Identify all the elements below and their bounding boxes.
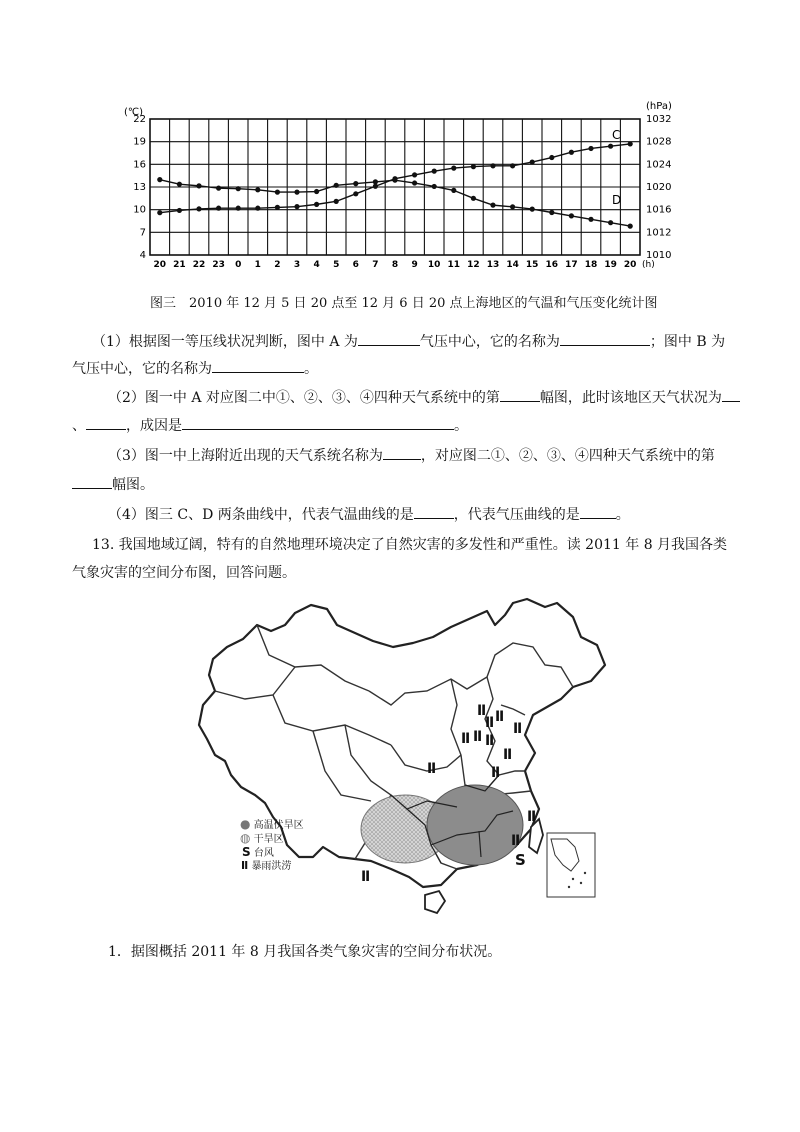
x-tick-label: 0 bbox=[235, 260, 242, 270]
series-d-point bbox=[196, 183, 201, 188]
series-d-point bbox=[530, 207, 535, 212]
x-tick-label: 4 bbox=[313, 260, 320, 270]
question-3-line-2 bbox=[72, 473, 154, 495]
x-axis-unit: (h) bbox=[642, 260, 655, 270]
left-tick-label: 19 bbox=[133, 136, 146, 148]
q2-text-a: （2）图一中 A 对应图二中①、②、③、④四种天气系统中的第 bbox=[108, 390, 500, 406]
left-tick-label: 7 bbox=[139, 227, 146, 239]
series-c-label: C bbox=[612, 128, 621, 142]
q1-blank-1[interactable] bbox=[358, 330, 420, 346]
x-tick-label: 22 bbox=[192, 260, 206, 270]
q4-blank-1[interactable] bbox=[414, 503, 454, 519]
legend-drought-symbol: ◍ bbox=[240, 831, 251, 845]
x-axis-ticks bbox=[154, 260, 655, 270]
heat-drought-area bbox=[427, 785, 523, 865]
series-c-point bbox=[294, 204, 299, 209]
series-c-point bbox=[432, 169, 437, 174]
right-tick-label: 1016 bbox=[646, 204, 672, 216]
x-tick-label: 23 bbox=[212, 260, 225, 270]
legend-typhoon-symbol: S bbox=[242, 845, 251, 859]
q2-blank-1[interactable] bbox=[500, 386, 540, 402]
flood-mark: Ⅱ bbox=[427, 761, 437, 777]
legend-flood-label: 暴雨洪涝 bbox=[251, 861, 292, 872]
q4-text-a: （4）图三 C、D 两条曲线中，代表气温曲线的是 bbox=[108, 507, 414, 523]
q2-text-d: ，成因是 bbox=[126, 418, 182, 434]
right-tick-label: 1012 bbox=[646, 227, 672, 239]
x-tick-label: 3 bbox=[293, 260, 301, 270]
x-tick-label: 6 bbox=[352, 260, 359, 270]
series-d-point bbox=[236, 186, 241, 191]
q1-blank-3[interactable] bbox=[212, 357, 304, 373]
q2-text-b: 幅图，此时该地区天气状况为 bbox=[539, 390, 722, 406]
right-tick-label: 1010 bbox=[646, 250, 672, 261]
series-c-point bbox=[236, 206, 241, 211]
x-tick-label: 12 bbox=[467, 260, 480, 270]
series-d-point bbox=[373, 179, 378, 184]
x-tick-label: 17 bbox=[565, 260, 578, 270]
q1-text-c: ；图中 B 为 bbox=[649, 334, 726, 350]
legend-drought-label: 干旱区 bbox=[253, 834, 284, 845]
q3-text-b: ，对应图二①、②、③、④四种天气系统中的第 bbox=[420, 448, 715, 464]
question-2-line-1 bbox=[108, 386, 740, 408]
flood-mark: Ⅱ bbox=[461, 731, 471, 747]
series-c-point bbox=[314, 202, 319, 207]
left-tick-label: 16 bbox=[133, 159, 146, 171]
legend-flood-symbol: Ⅱ bbox=[241, 859, 249, 872]
series-d-point bbox=[392, 178, 397, 183]
q1-text-e: 。 bbox=[304, 361, 318, 377]
series-d-point bbox=[255, 187, 260, 192]
x-tick-label: 18 bbox=[584, 260, 598, 270]
series-d-point bbox=[588, 217, 593, 222]
series-c-point bbox=[196, 206, 201, 211]
series-c-point bbox=[569, 150, 574, 155]
left-tick-label: 22 bbox=[133, 114, 146, 125]
x-tick-label: 14 bbox=[506, 260, 519, 270]
flood-mark: Ⅱ bbox=[495, 709, 505, 725]
q2-text-e: 。 bbox=[454, 418, 468, 434]
q2-text-c: 、 bbox=[72, 418, 86, 434]
x-tick-label: 8 bbox=[391, 260, 399, 270]
series-c-point bbox=[628, 141, 633, 146]
temperature-pressure-chart bbox=[118, 95, 688, 275]
chart-caption: 图三 2010 年 12 月 5 日 20 点至 12 月 6 日 20 点上海地区的气温和气压变化统计图 bbox=[150, 296, 658, 311]
flood-mark: Ⅱ bbox=[491, 765, 501, 781]
series-c-point bbox=[353, 191, 358, 196]
series-d-point bbox=[608, 220, 613, 225]
flood-mark: Ⅱ bbox=[513, 721, 523, 737]
flood-mark: Ⅱ bbox=[503, 747, 513, 763]
question-1-line-2 bbox=[72, 357, 318, 379]
series-d-point bbox=[510, 204, 515, 209]
flood-mark: Ⅱ bbox=[485, 733, 495, 749]
series-d-point bbox=[294, 190, 299, 195]
legend-heat-drought-label: 高温伏旱区 bbox=[253, 820, 304, 831]
series-d-point bbox=[353, 181, 358, 186]
right-tick-label: 1032 bbox=[646, 114, 672, 125]
sub-question-1: 1．据图概括 2011 年 8 月我国各类气象灾害的空间分布状况。 bbox=[108, 944, 502, 960]
question-13-line-1: 13. 我国地域辽阔，特有的自然地理环境决定了自然灾害的多发性和严重性。读 2011 年 8 月我国各类 bbox=[92, 537, 728, 553]
right-axis-unit: (hPa) bbox=[646, 101, 672, 112]
x-tick-label: 13 bbox=[486, 260, 500, 270]
q4-text-c: 。 bbox=[615, 507, 630, 523]
flood-mark: Ⅱ bbox=[361, 869, 371, 885]
series-c-point bbox=[471, 164, 476, 169]
series-d-point bbox=[275, 190, 280, 195]
right-tick-label: 1028 bbox=[646, 136, 672, 148]
series-c-point bbox=[177, 208, 182, 213]
x-tick-label: 2 bbox=[274, 260, 281, 270]
series-c-point bbox=[412, 172, 417, 177]
q2-blank-3[interactable] bbox=[86, 414, 126, 430]
q1-blank-2[interactable] bbox=[560, 330, 650, 346]
x-tick-label: 20 bbox=[153, 260, 167, 270]
x-tick-label: 19 bbox=[604, 260, 617, 270]
q3-text-c: 幅图。 bbox=[112, 477, 154, 493]
right-tick-label: 1020 bbox=[646, 182, 672, 193]
series-d-point bbox=[177, 182, 182, 187]
legend-drought bbox=[240, 832, 284, 846]
series-d-point bbox=[549, 210, 554, 215]
left-tick-label: 10 bbox=[133, 204, 146, 216]
series-d-point bbox=[569, 213, 574, 218]
question-1-line-1 bbox=[92, 330, 725, 352]
q4-text-b: ，代表气压曲线的是 bbox=[453, 507, 580, 523]
x-tick-label: 16 bbox=[545, 260, 559, 270]
x-tick-label: 1 bbox=[254, 260, 261, 270]
series-c-point bbox=[334, 199, 339, 204]
series-d-point bbox=[334, 183, 339, 188]
series-d-point bbox=[314, 189, 319, 194]
legend-heat-drought-symbol: ● bbox=[240, 817, 251, 831]
hainan-island bbox=[425, 891, 445, 913]
q3-blank-2[interactable] bbox=[72, 473, 112, 489]
series-d-point bbox=[490, 203, 495, 208]
q3-text-a: （3）图一中上海附近出现的天气系统名称为 bbox=[108, 448, 383, 464]
series-d-point bbox=[451, 188, 456, 193]
flood-mark: Ⅱ bbox=[485, 715, 495, 731]
series-d-label: D bbox=[612, 193, 622, 207]
legend-flood bbox=[240, 860, 291, 873]
question-4 bbox=[108, 503, 630, 525]
q1-text-b: 气压中心，它的名称为 bbox=[419, 334, 560, 350]
left-tick-label: 4 bbox=[139, 250, 146, 261]
right-axis-ticks bbox=[646, 114, 671, 261]
series-c-point bbox=[549, 155, 554, 160]
series-c-point bbox=[490, 163, 495, 168]
question-13-line-2: 气象灾害的空间分布图，回答问题。 bbox=[72, 565, 296, 581]
series-c-point bbox=[255, 206, 260, 211]
x-tick-label: 11 bbox=[447, 260, 461, 270]
x-tick-label: 7 bbox=[372, 260, 379, 270]
x-tick-label: 21 bbox=[173, 260, 186, 270]
q2-blank-4[interactable] bbox=[182, 414, 454, 430]
legend-typhoon-label: 台风 bbox=[253, 848, 274, 859]
left-tick-label: 13 bbox=[133, 182, 146, 193]
legend-typhoon bbox=[240, 846, 274, 860]
x-tick-label: 10 bbox=[427, 260, 441, 270]
flood-mark: Ⅱ bbox=[511, 833, 521, 849]
left-axis-ticks bbox=[133, 114, 146, 261]
series-d-point bbox=[628, 224, 633, 229]
flood-mark: Ⅱ bbox=[473, 729, 483, 745]
series-d-point bbox=[471, 196, 476, 201]
q3-blank-1[interactable] bbox=[383, 444, 421, 460]
flood-mark: Ⅱ bbox=[527, 809, 537, 825]
series-d-point bbox=[157, 177, 162, 182]
x-tick-label: 20 bbox=[623, 260, 637, 270]
series-c-point bbox=[216, 206, 221, 211]
legend-heat-drought bbox=[240, 818, 304, 832]
series-c-point bbox=[510, 163, 515, 168]
series-d-point bbox=[216, 186, 221, 191]
x-tick-label: 5 bbox=[333, 260, 340, 270]
q1-text-d: 气压中心，它的名称为 bbox=[72, 361, 212, 377]
q4-blank-2[interactable] bbox=[580, 503, 616, 519]
map-legend bbox=[240, 818, 320, 878]
q2-blank-2[interactable] bbox=[722, 386, 740, 402]
series-c-point bbox=[451, 166, 456, 171]
right-tick-label: 1024 bbox=[646, 159, 672, 171]
question-3-line-1 bbox=[108, 444, 715, 466]
flood-mark: Ⅱ bbox=[477, 703, 487, 719]
question-2-line-2 bbox=[72, 414, 468, 436]
series-c-point bbox=[530, 159, 535, 164]
left-axis-unit: (℃) bbox=[124, 107, 144, 118]
series-c-point bbox=[608, 144, 613, 149]
series-c-point bbox=[588, 146, 593, 151]
series-c-point bbox=[275, 205, 280, 210]
series-d-point bbox=[432, 184, 437, 189]
typhoon-mark: S bbox=[515, 851, 526, 869]
chart-grid bbox=[150, 119, 640, 255]
series-c-point bbox=[157, 210, 162, 215]
x-tick-label: 15 bbox=[525, 260, 539, 270]
x-tick-label: 9 bbox=[411, 260, 418, 270]
q1-text-a: （1）根据图一等压线状况判断，图中 A 为 bbox=[92, 334, 358, 350]
series-d-point bbox=[412, 180, 417, 185]
